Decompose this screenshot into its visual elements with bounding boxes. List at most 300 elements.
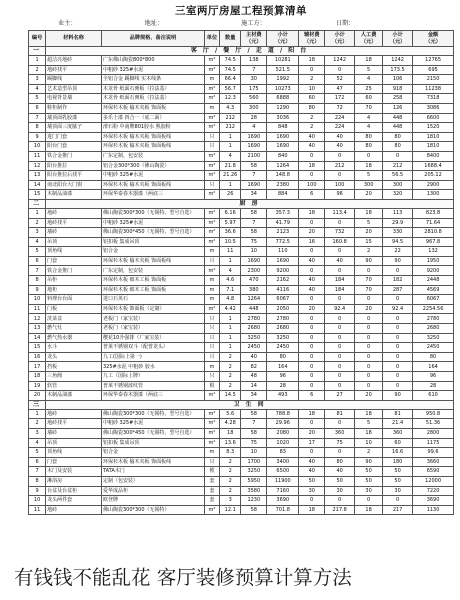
table-cell: 中粗砂 325#水泥 [101,218,204,228]
table-cell: 81 [325,409,355,419]
table-cell: 11900 [267,476,299,486]
table-cell: 吊顶 [46,237,102,247]
column-header: 金额 （元） [413,31,454,47]
table-cell: 3086 [413,103,454,113]
table-cell: 1242 [383,56,413,66]
table-cell: 0 [299,333,325,343]
table-cell: 18 [29,372,46,382]
table-cell: 0 [299,372,325,382]
table-cell: 1300 [413,190,454,200]
table-cell: 0 [325,324,355,334]
table-cell: 超洁亮地砖 [46,56,102,66]
table-cell: 172 [325,94,355,104]
table-cell: 29.9 [383,218,413,228]
table-cell: 九工（国际上牌） [101,372,204,382]
table-cell: m² [204,391,219,401]
table-cell: 三角阀 [46,372,102,382]
table-row [29,94,454,104]
table-cell: 0 [383,314,413,324]
table-cell: 木龙骨 纸面石膏板（拉法基） [101,94,204,104]
table-cell: 300 [383,180,413,190]
table-cell: 8.3 [219,448,240,458]
table-cell: 75 [325,438,355,448]
table-cell: 套 [204,486,219,496]
table-cell: 99.6 [413,448,454,458]
table-cell: m [204,295,219,305]
table-cell: 19 [29,381,46,391]
table-cell: 3690 [413,496,454,506]
column-header: 主材费 （元） [241,31,267,47]
table-cell: 106 [383,75,413,85]
table-cell: 台盆及台盆柜 [46,486,102,496]
table-cell: 燃气灶 [46,324,102,334]
table-cell: 3 [29,228,46,238]
table-row [29,467,454,477]
table-cell: 360 [383,428,413,438]
table-cell: 40 [299,256,325,266]
table-cell: 6067 [267,295,299,305]
table-cell: 6500 [267,467,299,477]
table-cell: 12.1 [219,505,240,515]
table-row [29,486,454,496]
page-caption: 有钱钱不能乱花 客厅装修预算计算方法 [14,566,352,589]
table-cell: m² [204,237,219,247]
table-cell: 9200 [413,266,454,276]
table-cell: 320 [383,190,413,200]
table-cell: 地砖 [46,208,102,218]
table-cell: 铝扣板 集成吊顶 [101,438,204,448]
table-cell: 10273 [267,84,299,94]
table-cell: 只 [204,324,219,334]
column-header: 辅材费 （元） [299,31,325,47]
table-cell: 阳台门套 [46,142,102,152]
table-row [29,314,454,324]
table-cell: 2 [219,467,240,477]
table-cell: m² [204,65,219,75]
table-cell: 7.1 [219,285,240,295]
table-cell: 28 [413,381,454,391]
address-label: 地址： [144,20,164,27]
table-cell: 100 [299,180,325,190]
table-row [29,352,454,362]
table-cell: 挡板 [46,362,102,372]
table-cell: 18 [355,208,383,218]
table-row [29,276,454,286]
table-cell: 2 [29,218,46,228]
table-cell: 老板门（家宝装） [101,314,204,324]
table-cell: 287 [383,285,413,295]
table-cell: 40 [241,352,267,362]
table-cell: 13 [29,171,46,181]
table-cell: 4 [219,266,240,276]
table-cell: 12.3 [219,94,240,104]
table-row [29,381,454,391]
table-cell: 560 [241,94,267,104]
table-row [29,75,454,85]
table-cell: m² [204,190,219,200]
table-row [29,419,454,429]
table-cell: 软管 [46,381,102,391]
table-cell: m [204,103,219,113]
table-cell: 阳台推拉后找平 [46,171,102,181]
table-cell: 8 [29,123,46,133]
table-cell: 0 [355,295,383,305]
table-cell: 17 [299,438,325,448]
table-cell: 0 [325,333,355,343]
table-cell: 1700 [241,457,267,467]
table-cell: 884 [267,190,299,200]
table-cell: 8 [29,476,46,486]
table-cell: 2300 [241,266,267,276]
table-cell: 铝合金 [101,247,204,257]
table-cell: 水斗 [46,343,102,353]
table-cell: 493 [267,391,299,401]
table-cell: 11 [29,505,46,515]
table-cell: 4 [241,123,267,133]
table-cell: 20 [355,228,383,238]
table-cell: m² [204,84,219,94]
table-cell: 0 [299,496,325,506]
table-cell: 3250 [241,467,267,477]
table-cell: 套 [204,496,219,506]
table-cell: 0 [325,247,355,257]
table-cell: 70 [355,285,383,295]
table-cell: 0 [299,419,325,429]
table-row [29,391,454,401]
table-cell: 81 [383,409,413,419]
table-cell: 1690 [267,142,299,152]
table-cell: 300 [241,103,267,113]
table-cell: 7160 [267,486,299,496]
table-cell: 840 [267,151,299,161]
table-cell: 80 [325,457,355,467]
table-cell: 10281 [267,56,299,66]
table-row [29,285,454,295]
table-cell: 22 [383,247,413,257]
table-cell: 0 [299,362,325,372]
budget-table [28,30,454,515]
table-cell: 铝合金300*300（佛山陶瓷） [101,161,204,171]
table-cell: 木制品油漆 [46,391,102,401]
table-cell: 15 [355,237,383,247]
table-cell: 18 [299,505,325,515]
table-cell: 184 [325,276,355,286]
table-cell: 1690 [241,142,267,152]
table-cell: 0 [355,151,383,161]
table-cell: 30 [299,486,325,496]
table-cell: 7 [241,218,267,228]
table-cell: 96 [413,372,454,382]
table-cell: 20 [299,228,325,238]
table-cell: 20 [355,304,383,314]
table-cell: 吊顶 [46,438,102,448]
table-cell: 0 [355,352,383,362]
table-cell: 广东定制，包安装 [101,266,204,276]
table-cell: m² [204,428,219,438]
table-cell: 1 [219,256,240,266]
table-cell: 14 [241,381,267,391]
table-cell: 2 [219,381,240,391]
table-row [29,266,454,276]
table-cell: 40 [325,467,355,477]
table-cell: m² [204,113,219,123]
table-cell: 3250 [267,333,299,343]
table-cell: 148.8 [267,171,299,181]
table-cell: 2 [219,476,240,486]
table-cell: 71.64 [413,218,454,228]
table-cell: 1 [219,180,240,190]
table-cell: 0 [383,362,413,372]
table-cell: 3250 [241,333,267,343]
table-cell: 2080 [267,428,299,438]
column-header: 材料名称 [46,31,102,47]
table-cell: 7 [29,467,46,477]
table-cell: 83 [267,448,299,458]
table-cell: 4116 [267,285,299,295]
table-cell: 只 [204,457,219,467]
table-row [29,228,454,238]
table-cell: 佛山陶瓷300*300（无锡特、型号自选） [101,409,204,419]
table-cell: 772.5 [267,237,299,247]
table-cell: 普莱不锈钢波纹管 [101,381,204,391]
table-row [29,505,454,515]
table-cell: 70 [355,103,383,113]
table-cell: 木门及安装 [46,467,102,477]
table-cell: 0 [299,266,325,276]
document-title: 三室两厅房屋工程预算清单 [175,5,307,17]
table-row [29,65,454,75]
table-cell: 2780 [267,314,299,324]
table-cell: 0 [355,266,383,276]
table-cell: 0 [325,381,355,391]
table-cell: 龙头两件套 [46,496,102,506]
table-cell: 门板 [46,304,102,314]
table-cell: 1950 [413,256,454,266]
table-cell: 6888 [267,94,299,104]
table-cell: 环保杉木板 饰面板（定制） [101,304,204,314]
table-cell: 2680 [267,324,299,334]
table-cell: 56.7 [219,84,240,94]
table-cell: 0 [383,151,413,161]
table-cell: 212 [325,161,355,171]
table-cell: 4569 [413,285,454,295]
table-cell: 610 [413,391,454,401]
table-row [29,324,454,334]
table-cell: 多乐士漆 四合一（底二面） [101,113,204,123]
table-cell: 1020 [267,438,299,448]
table-cell: 只 [204,180,219,190]
table-cell: 0 [383,295,413,305]
table-cell: 40 [299,276,325,286]
table-cell: 0 [325,496,355,506]
table-cell: 16 [299,237,325,247]
section-number: 一 [29,47,46,56]
table-cell: 40 [299,132,325,142]
table-cell: 7 [29,266,46,276]
table-cell: 18 [355,56,383,66]
table-cell: 0 [299,295,325,305]
table-cell: 18 [355,161,383,171]
table-cell: 60 [299,94,325,104]
table-cell: 佛山陶瓷300*450（无锡特、型号自选） [101,228,204,238]
table-cell: m² [204,151,219,161]
table-cell: 5950 [241,476,267,486]
table-cell: 50 [383,476,413,486]
table-row [29,56,454,66]
table-cell: 6067 [413,295,454,305]
table-cell: 113 [383,208,413,218]
table-row [29,247,454,257]
table-cell: 58 [241,428,267,438]
table-cell: 1 [219,324,240,334]
table-cell: 20 [29,391,46,401]
table-cell: 0 [383,352,413,362]
table-cell: 木龙骨 纸面石膏板（拉法基） [101,84,204,94]
table-cell: 1 [29,409,46,419]
table-cell: m² [204,266,219,276]
table-cell: 铝扣板 集成吊顶 [101,237,204,247]
table-cell: 4 [29,237,46,247]
table-cell: 50 [299,476,325,486]
table-cell: 11 [29,151,46,161]
table-cell: 7 [241,419,267,429]
table-cell: m [204,285,219,295]
table-cell: 17 [29,362,46,372]
table-cell: 92.4 [325,304,355,314]
table-cell: 2 [299,75,325,85]
table-cell: 28 [267,381,299,391]
table-cell: 0 [299,171,325,181]
table-cell: 0 [325,372,355,382]
table-cell: 113.4 [325,208,355,218]
table-cell: 料理台台面 [46,295,102,305]
table-cell: 顶角线 [46,247,102,257]
table-cell: m² [204,94,219,104]
table-cell: 58 [241,208,267,218]
table-row [29,113,454,123]
table-cell: 2 [219,372,240,382]
table-row [29,304,454,314]
table-cell: 80 [355,132,383,142]
table-cell: 3580 [241,486,267,496]
table-cell: 10 [29,295,46,305]
table-cell: 0 [325,218,355,228]
table-cell: 2100 [241,151,267,161]
table-cell: 164 [267,362,299,372]
table-cell: 0 [325,352,355,362]
table-cell: 1242 [325,56,355,66]
table-cell: 地砖 [46,505,102,515]
table-cell: 2780 [241,314,267,324]
table-cell: 全铝合金 踢脚线 实木线条 [101,75,204,85]
table-cell: 918 [383,84,413,94]
table-cell: m² [204,218,219,228]
table-cell: 9200 [267,266,299,276]
table-row [29,295,454,305]
table-cell: 18 [299,208,325,218]
table-cell: 11 [219,247,240,257]
table-cell: 8 [29,276,46,286]
table-cell: 0 [325,448,355,458]
table-cell: 357.3 [267,208,299,218]
table-cell: m [204,362,219,372]
table-cell: 铝合金 [101,448,204,458]
table-cell: 墙顶面乳胶漆 [46,113,102,123]
table-cell: 只 [204,333,219,343]
table-cell: 50 [325,476,355,486]
table-cell: 100 [325,180,355,190]
table-cell: 2150 [413,75,454,85]
table-cell: 25 [355,84,383,94]
table-cell: 732 [325,228,355,238]
table-cell: 470 [241,276,267,286]
table-cell: 4 [219,151,240,161]
table-cell: 60 [383,438,413,448]
table-cell: 门套 [46,457,102,467]
table-cell: 0 [299,247,325,257]
table-cell: 2450 [267,343,299,353]
table-cell: 50 [355,476,383,486]
table-cell: 30 [383,486,413,496]
table-cell: 90 [355,256,383,266]
table-cell: 40 [299,457,325,467]
column-header: 小计 （元） [383,31,413,47]
table-cell: 13.6 [219,438,240,448]
table-cell: 29.96 [267,419,299,429]
table-cell: 滑石粉 中南牌801胶水 熟胶粉 [101,123,204,133]
table-cell: 14 [29,180,46,190]
table-cell: 鞋柜制作 [46,103,102,113]
table-cell: 淋浴房 [46,476,102,486]
table-cell: 66.4 [219,75,240,85]
table-cell: 13 [29,324,46,334]
table-cell: 0 [383,266,413,276]
table-cell: 根 [204,381,219,391]
table-cell: 21.8 [219,161,240,171]
table-cell: 只 [204,314,219,324]
table-cell: 4 [355,113,383,123]
table-cell: 521.5 [267,65,299,75]
section-header-row [29,47,454,56]
table-cell: 21.4 [383,419,413,429]
table-cell: 9 [29,132,46,142]
table-cell: 1810 [413,132,454,142]
table-cell: 欧登牌 [101,496,204,506]
table-cell: 中粗砂 325#水泥 [101,419,204,429]
table-cell: 4 [355,75,383,85]
table-cell: 695 [413,65,454,75]
section-number: 三 [29,400,46,409]
table-cell: 龙头 [46,352,102,362]
table-cell: 2 [219,457,240,467]
table-cell: 40 [299,467,325,477]
table-cell: 80 [383,132,413,142]
column-header: 人工费 （元） [355,31,383,47]
table-cell: 47 [325,84,355,94]
table-cell: 96 [325,190,355,200]
info-row [28,18,454,30]
table-cell: 20 [355,391,383,401]
table-cell: 138 [241,56,267,66]
table-cell: 823.8 [413,208,454,218]
table-cell: 41.79 [267,218,299,228]
table-cell: 40 [299,285,325,295]
table-cell: 2680 [413,324,454,334]
column-header: 数量 [219,31,240,47]
table-cell: 佛山陶瓷300*300（无锡特、型号自选） [101,208,204,218]
table-cell: 110 [267,247,299,257]
table-cell: 30 [355,486,383,496]
